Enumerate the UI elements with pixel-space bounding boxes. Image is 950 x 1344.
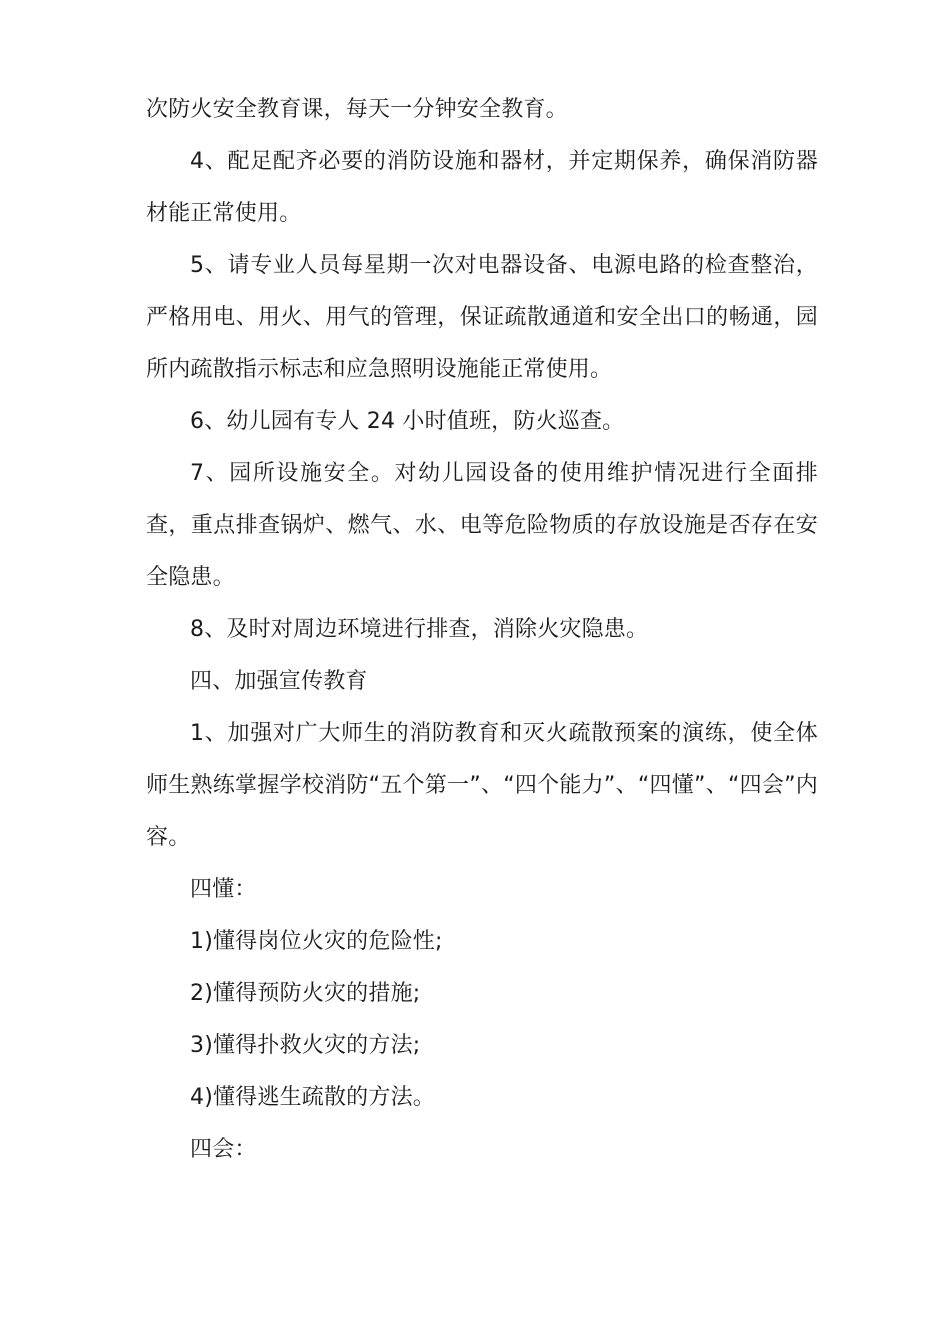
list-item-understanding-1: 1)懂得岗位火灾的危险性;: [190, 929, 443, 954]
subheading-four-understandings: 四懂：: [190, 877, 257, 902]
paragraph-section4-item-1: 1、加强对广大师生的消防教育和灭火疏散预案的演练，使全体师生熟练掌握学校消防“五个第一”、“四个能力”、“四懂”、“四会”内容。: [146, 721, 818, 850]
section-heading: 四、加强宣传教育: [190, 669, 368, 694]
list-item-understanding-4: 4)懂得逃生疏散的方法。: [190, 1085, 435, 1110]
paragraph-item-6: 6、幼儿园有专人 24 小时值班，防火巡查。: [190, 409, 625, 434]
paragraph-item-8: 8、及时对周边环境进行排查，消除火灾隐患。: [190, 617, 649, 642]
document-body: [146, 84, 818, 1176]
list-item-understanding-3: 3)懂得扑救火灾的方法;: [190, 1033, 421, 1058]
paragraph-item-5: 5、请专业人员每星期一次对电器设备、电源电路的检查整治，严格用电、用火、用气的管理，保证疏散通道和安全出口的畅通，园所内疏散指示标志和应急照明设施能正常使用。: [146, 253, 818, 382]
paragraph-item-7: 7、园所设施安全。对幼儿园设备的使用维护情况进行全面排查，重点排查锅炉、燃气、水、电等危险物质的存放设施是否存在安全隐患。: [146, 461, 818, 590]
list-item-understanding-2: 2)懂得预防火灾的措施;: [190, 981, 421, 1006]
paragraph-continuation: 次防火安全教育课，每天一分钟安全教育。: [146, 97, 568, 122]
paragraph-item-4: 4、配足配齐必要的消防设施和器材，并定期保养，确保消防器材能正常使用。: [146, 149, 818, 226]
subheading-four-abilities: 四会：: [190, 1137, 257, 1162]
